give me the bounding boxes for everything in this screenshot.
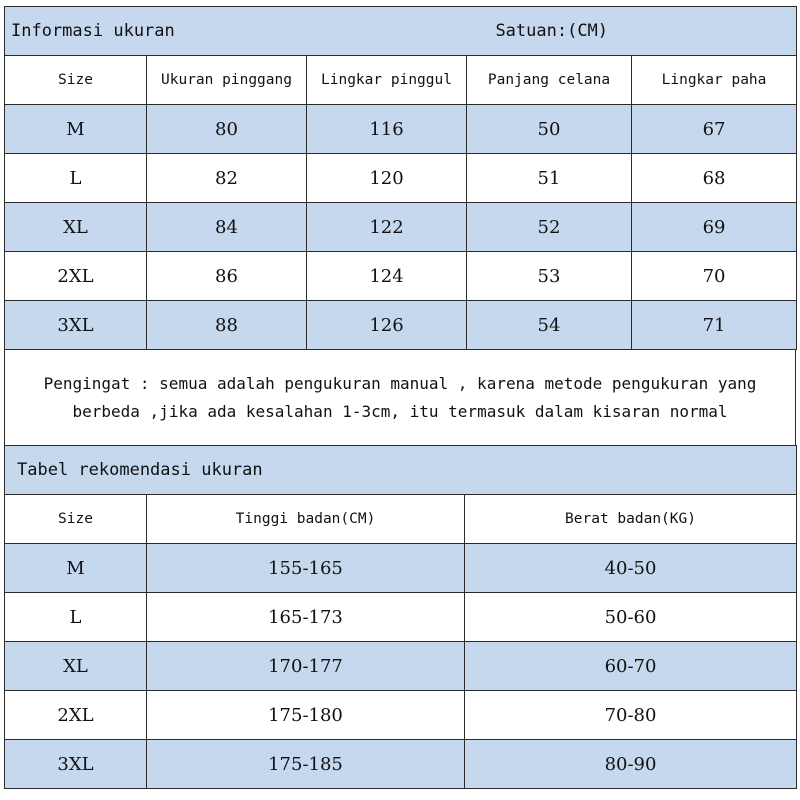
column-header: Berat badan(KG)	[465, 495, 797, 544]
size-info-title: Informasi ukuran	[11, 21, 175, 41]
size-cell: XL	[5, 642, 147, 691]
note-line-1: Pengingat : semua adalah pengukuran manual , karena metode pengukuran yang	[43, 373, 757, 393]
table-row	[5, 154, 797, 203]
table-cell: 69	[632, 203, 797, 252]
table-row	[5, 544, 797, 593]
table-cell: 175-185	[147, 740, 465, 789]
table-cell: 165-173	[147, 593, 465, 642]
table-cell: 82	[147, 154, 307, 203]
column-header: Ukuran pinggang	[147, 56, 307, 105]
column-header: Tinggi badan(CM)	[147, 495, 465, 544]
table-row	[5, 593, 797, 642]
size-info-title-row	[5, 7, 797, 56]
column-header: Lingkar paha	[632, 56, 797, 105]
table-cell: 80	[147, 105, 307, 154]
table-cell: 80-90	[465, 740, 797, 789]
table-cell: 155-165	[147, 544, 465, 593]
size-cell: 3XL	[5, 740, 147, 789]
table-row	[5, 691, 797, 740]
table-cell: 70-80	[465, 691, 797, 740]
unit-label: Satuan:(CM)	[495, 21, 609, 41]
size-recommendation-table	[4, 445, 797, 789]
table-cell: 50-60	[465, 593, 797, 642]
table-cell: 54	[467, 301, 632, 350]
table-cell: 86	[147, 252, 307, 301]
size-cell: M	[5, 544, 147, 593]
column-header: Size	[5, 56, 147, 105]
size-cell: 2XL	[5, 252, 147, 301]
table-cell: 170-177	[147, 642, 465, 691]
size-cell: L	[5, 154, 147, 203]
size-cell: L	[5, 593, 147, 642]
table-cell: 67	[632, 105, 797, 154]
table-row	[5, 642, 797, 691]
table-row	[5, 301, 797, 350]
table-cell: 40-50	[465, 544, 797, 593]
column-header: Size	[5, 495, 147, 544]
size-info-header-row	[5, 56, 797, 105]
column-header: Panjang celana	[467, 56, 632, 105]
table-cell: 126	[307, 301, 467, 350]
note-line-2: berbeda ,jika ada kesalahan 1-3cm, itu termasuk dalam kisaran normal	[72, 401, 728, 421]
size-cell: XL	[5, 203, 147, 252]
column-header: Lingkar pinggul	[307, 56, 467, 105]
table-row	[5, 203, 797, 252]
table-row	[5, 740, 797, 789]
recommendation-title-row	[5, 446, 797, 495]
size-info-title-cell	[5, 7, 797, 56]
size-info-table	[4, 6, 797, 350]
table-row	[5, 252, 797, 301]
table-row	[5, 105, 797, 154]
table-cell: 84	[147, 203, 307, 252]
table-cell: 175-180	[147, 691, 465, 740]
recommendation-title: Tabel rekomendasi ukuran	[5, 446, 797, 495]
recommendation-header-row	[5, 495, 797, 544]
table-cell: 88	[147, 301, 307, 350]
table-cell: 71	[632, 301, 797, 350]
size-cell: M	[5, 105, 147, 154]
measurement-note	[4, 350, 796, 445]
size-cell: 2XL	[5, 691, 147, 740]
table-cell: 52	[467, 203, 632, 252]
table-cell: 68	[632, 154, 797, 203]
table-cell: 51	[467, 154, 632, 203]
size-chart-sheet	[4, 6, 796, 789]
table-cell: 124	[307, 252, 467, 301]
size-cell: 3XL	[5, 301, 147, 350]
table-cell: 60-70	[465, 642, 797, 691]
table-cell: 50	[467, 105, 632, 154]
table-cell: 122	[307, 203, 467, 252]
table-cell: 70	[632, 252, 797, 301]
table-cell: 53	[467, 252, 632, 301]
table-cell: 116	[307, 105, 467, 154]
table-cell: 120	[307, 154, 467, 203]
